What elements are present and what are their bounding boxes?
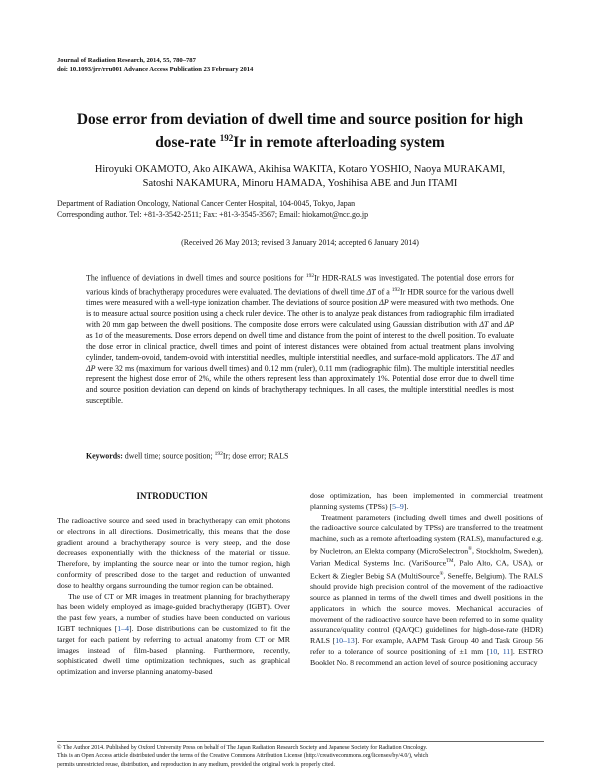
abstract-symbol: ΔT	[366, 287, 376, 297]
author-list	[60, 163, 540, 191]
left-column	[57, 516, 290, 678]
journal-doi: doi: 10.1093/jrr/rru001 Advance Access Publication 23 February 2014	[57, 65, 254, 73]
copyright-footer	[57, 744, 544, 769]
citation-link[interactable]: 5–9	[392, 501, 404, 511]
title-superscript: 192	[219, 133, 234, 143]
registered-mark: ®	[468, 546, 472, 552]
authors-line2: Satoshi NAKAMURA, Minoru HAMADA, Yoshihisa ABE and Jun ITAMI	[142, 178, 458, 189]
abstract-symbol: ΔP	[379, 298, 389, 308]
abstract-symbol: ΔT	[491, 352, 501, 362]
footer-line: © The Author 2014. Published by Oxford University Press on behalf of The Japan Radiation Research Society and Japanese Society for Radiation Oncology.	[57, 745, 428, 751]
title-part2: Ir in remote afterloading system	[233, 134, 445, 152]
corresponding-author: Corresponding author. Tel: +81-3-3542-2511; Fax: +81-3-3545-3567; Email: hiokamot@ncc.go.jp	[57, 210, 369, 219]
journal-citation: Journal of Radiation Research, 2014, 55, 780–787	[57, 57, 196, 64]
citation-link[interactable]: 10	[489, 646, 498, 656]
abstract-text: Ir HDR-RALS was investigated. The potential dose errors for various kinds of brachytherapy procedures were evaluated. The deviations of dwell time	[86, 273, 514, 297]
title-part1: Dose error from deviation of dwell time and source position for high dose-rate	[76, 111, 524, 152]
authors-line1: Hiroyuki OKAMOTO, Ako AIKAWA, Akihisa WAKITA, Kotaro YOSHIO, Naoya MURAKAMI,	[94, 164, 506, 175]
abstract	[86, 271, 514, 407]
received-dates: (Received 26 May 2013; revised 3 January 2014; accepted 6 January 2014)	[181, 238, 419, 247]
paragraph-text: ,	[497, 646, 503, 656]
paragraph	[310, 513, 543, 669]
citation-link[interactable]: 10–13	[335, 636, 355, 646]
article-title	[60, 111, 540, 152]
registered-mark: ®	[439, 571, 444, 577]
abstract-text: as 1σ of the measurements. Dose errors depend on dwell time and distance from the point of interest to the dwell position. To evaluate the dose error in clinical practice, dwell times and point of interest distances were obtained from actual treatment plans involving cylinder, tandem-ovoid, tandem-ovoid with interstitial needles, multiple interstitial needles, and surface-mold applicators. The	[86, 330, 514, 362]
section-heading-introduction: INTRODUCTION	[136, 491, 208, 501]
abstract-text: were measured with two methods. One is to measure actual source position using a check ruler device. The other is to analyze peak distances from radiographic film irradiated with 20 mm gap between the dwell positions. The composite dose errors were calculated using Gaussian distribution with	[86, 298, 514, 329]
abstract-text: Ir HDR source for the various dwell times were measured with a well-type ionization chamber. The deviations of source position	[86, 287, 514, 308]
abstract-text: of a	[375, 287, 392, 297]
abstract-text: were 32 ms (maximum for various dwell times) and 0.12 mm (ruler), 0.11 mm (radiographic film). The multiple interstitial needles represent the highest dose error of 2%, while the others represent less than approximately 1%. Potential dose error due to dwell time and source position deviation can depend on kinds of brachytherapy techniques. In all cases, the multiple interstitial needles is most susceptible.	[86, 363, 514, 406]
keywords-label: Keywords:	[86, 451, 123, 461]
footer-line: This is an Open Access article distributed under the terms of the Creative Commons Attribution License (http://creativecommons.org/licenses/by/4.0/), which	[57, 753, 429, 760]
footer-divider	[57, 741, 544, 742]
journal-header	[57, 57, 253, 75]
paragraph-text: ]. ESTRO Booklet No. 8 recommend an action level of source positioning accuracy	[310, 646, 543, 667]
keywords-text: dwell time; source position;	[122, 451, 215, 461]
citation-link[interactable]: 1–4	[117, 623, 129, 633]
right-column	[310, 491, 543, 669]
paragraph-text: dose optimization, has been implemented in commercial treatment planning systems (TPSs) [	[310, 491, 543, 511]
footer-line: permits unrestricted reuse, distribution, and reproduction in any medium, provided the original work is properly cited.	[57, 761, 335, 768]
keywords	[86, 451, 514, 461]
abstract-text: The influence of deviations in dwell times and source positions for	[86, 273, 306, 283]
trademark-mark: TM	[446, 559, 454, 565]
paragraph-text: The use of CT or MR images in treatment planning for brachytherapy has been widely employed as image-guided brachytherapy (IGBT). Over the past few years, a number of studies have been conducted on various IGBT techniques [	[57, 591, 290, 633]
paragraph-text: Treatment parameters (including dwell times and dwell positions of the radioactive source calculated by TPSs) are transferred to the treatment machine, such as a remote afterloading system (RALS), manufactured e.g. by Nucletron, an Elekta company (MicroSelectron	[310, 512, 543, 556]
paragraph-text: ].	[403, 501, 409, 511]
keywords-sup: 192	[214, 451, 223, 457]
paragraph-text: , Stockholm, Sweden), Varian Medical Systems Inc. (VariSource	[310, 546, 543, 568]
paragraph	[57, 592, 290, 678]
abstract-symbol: ΔT	[479, 319, 489, 329]
keywords-text: Ir; dose error; RALS	[222, 451, 289, 461]
affiliation-department: Department of Radiation Oncology, National Cancer Center Hospital, 104-0045, Tokyo, Japan	[57, 199, 356, 208]
abstract-sup: 192	[391, 286, 400, 293]
paragraph-text: ]. Dose distributions can be customized to fit the target for each patient by referring to actual anatomy from CT or MR images instead of film-based planning. Furthermore, recently, sophisticated dwell time optimization techniques, such as graphical optimization and inverse planning anatomy-based	[57, 623, 290, 677]
paragraph: The radioactive source and seed used in brachytherapy can emit photons or electrons in all directions. Dosimetrically, this means that the dose gradient around a brachytherapy source is very steep, and the dose decreases exponentially with the thickness of the material or tissue. Therefore, by implanting the source near or into the tumor region, high conformity of prescribed dose to the target and reduction of unwanted dose to healthy organs surrounding the tumor region can be obtained.	[57, 516, 290, 590]
citation-link[interactable]: 11	[502, 646, 511, 656]
abstract-symbol: ΔP	[86, 363, 96, 373]
paragraph	[310, 491, 543, 513]
paragraph-text: , Seneffe, Belgium). The RALS should provide high precision control of the movement of the radioactive source as planned in terms of the dwell times and dwell positions in the applicators in which the source moves. Mechanical accuracies of movement of the radioactive source have been referred to in some quality assurance/quality control (QA/QC) guidelines for high-dose-rate (HDR) RALS [	[310, 571, 543, 646]
paragraph-text: , Palo Alto, CA, USA), or Eckert & Ziegler Bebig SA (MultiSource	[310, 558, 543, 581]
abstract-sup: 192	[305, 273, 315, 279]
abstract-text: and	[500, 352, 514, 362]
paragraph-text: ]. For example, AAPM Task Group 40 and Task Group 56 refer to a tolerance of source positioning of ±1 mm [	[310, 636, 543, 656]
affiliation	[57, 198, 537, 220]
abstract-text: and	[488, 319, 505, 329]
abstract-symbol: ΔP	[504, 319, 514, 329]
